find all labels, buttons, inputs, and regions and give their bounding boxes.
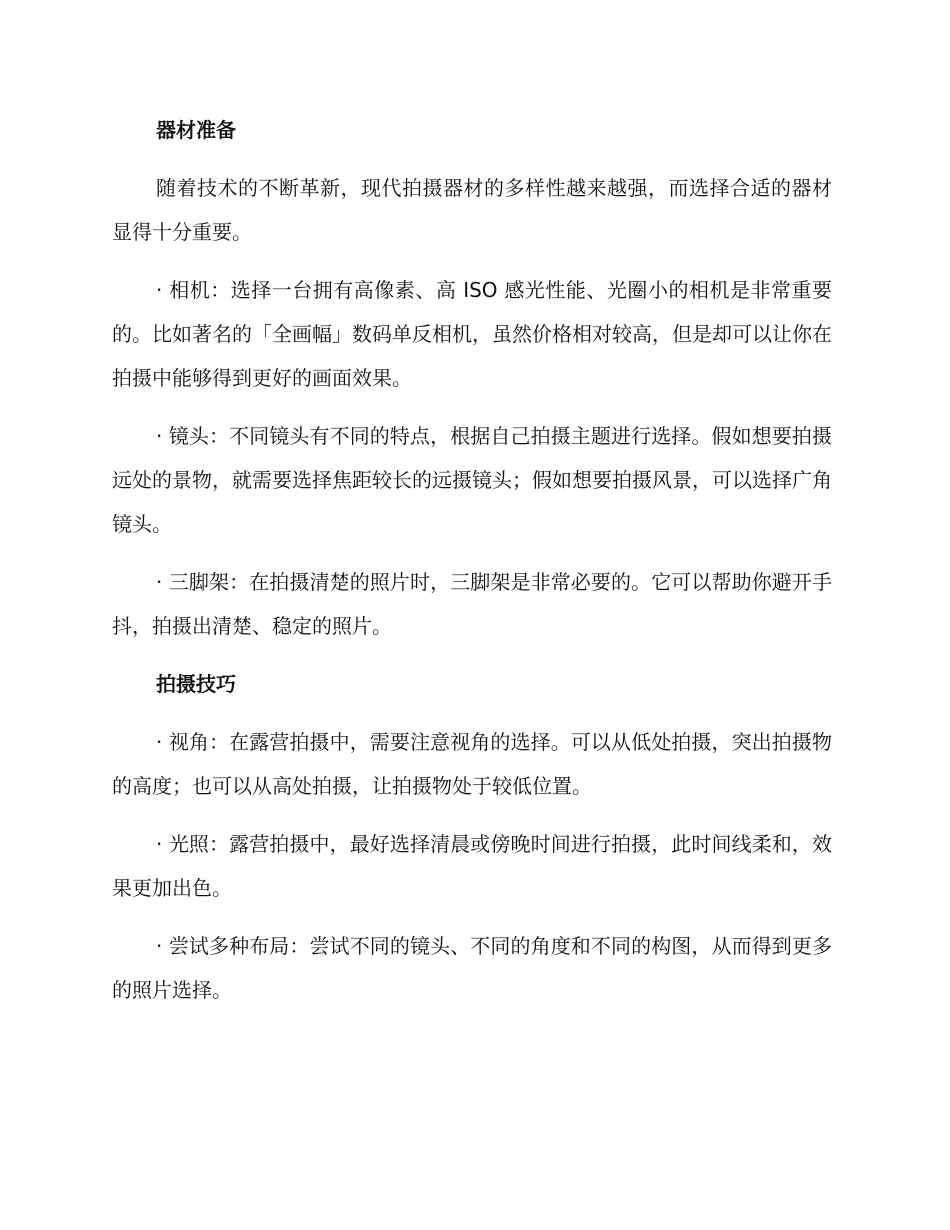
paragraph-tripod: · 三脚架：在拍摄清楚的照片时，三脚架是非常必要的。它可以帮助你避开手抖，拍摄出清楚、稳定的照片。 (112, 570, 832, 638)
paragraph-intro: 随着技术的不断革新，现代拍摄器材的多样性越来越强，而选择合适的器材显得十分重要。 (112, 176, 832, 244)
paragraph-layout: · 尝试多种布局：尝试不同的镜头、不同的角度和不同的构图，从而得到更多的照片选择。 (112, 934, 832, 1002)
paragraph-camera: · 相机：选择一台拥有高像素、高 ISO 感光性能、光圈小的相机是非常重要的。比如著名的「全画幅」数码单反相机，虽然价格相对较高，但是却可以让你在拍摄中能够得到更好的画面效果。 (112, 278, 832, 390)
section-heading-equipment: 器材准备 (156, 118, 236, 142)
paragraph-lens: · 镜头：不同镜头有不同的特点，根据自己拍摄主题进行选择。假如想要拍摄远处的景物，就需要选择焦距较长的远摄镜头；假如想要拍摄风景，可以选择广角镜头。 (112, 424, 832, 536)
paragraph-angle: · 视角：在露营拍摄中，需要注意视角的选择。可以从低处拍摄，突出拍摄物的高度；也可以从高处拍摄，让拍摄物处于较低位置。 (112, 730, 832, 798)
document-page (112, 108, 832, 1026)
section-heading-techniques: 拍摄技巧 (156, 672, 236, 696)
paragraph-lighting: · 光照：露营拍摄中，最好选择清晨或傍晚时间进行拍摄，此时间线柔和，效果更加出色。 (112, 832, 832, 900)
